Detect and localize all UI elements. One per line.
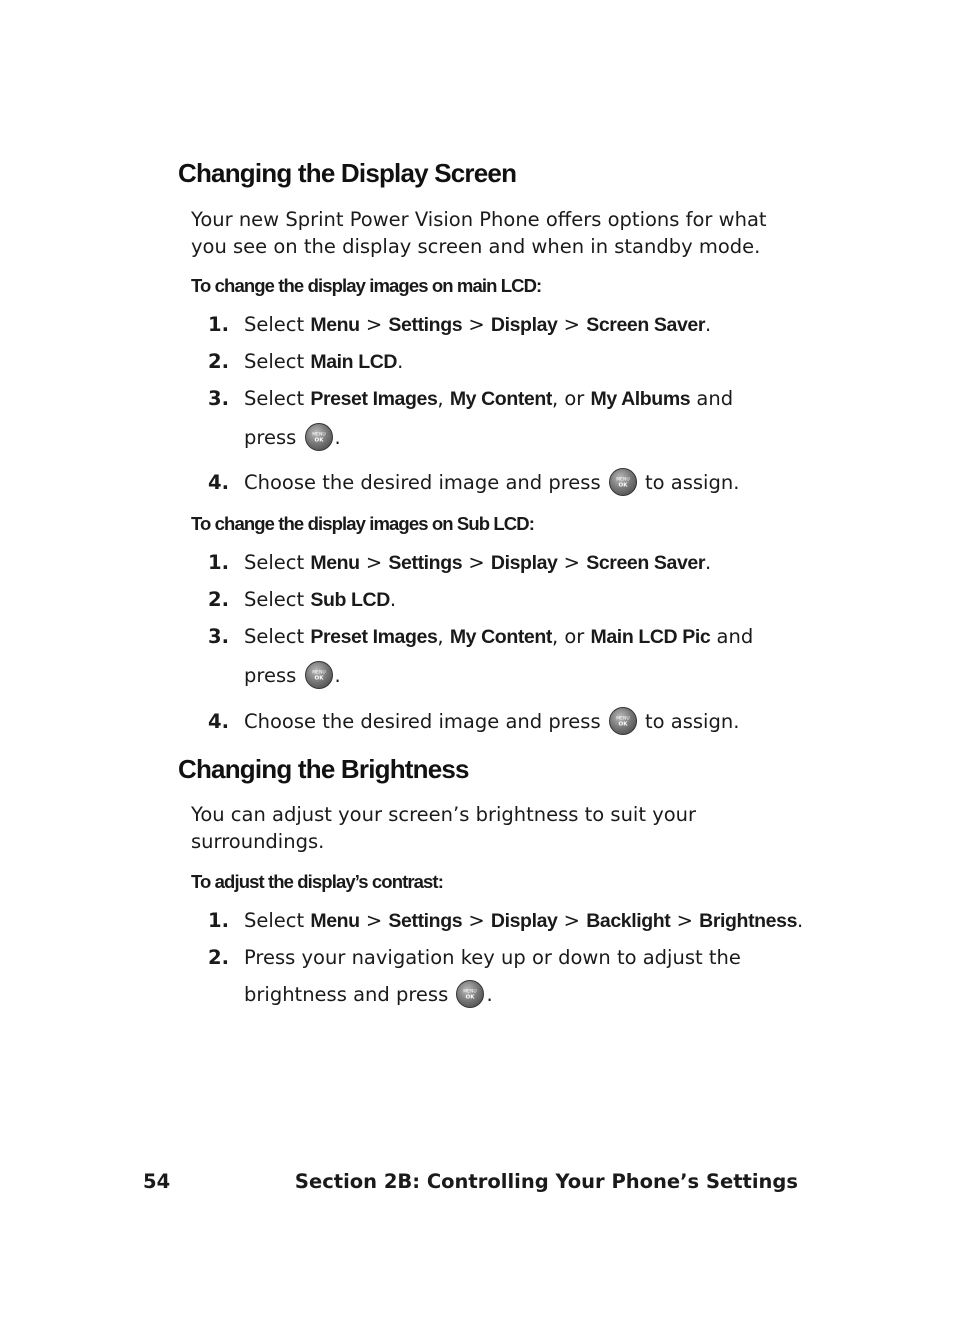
menu-path-item: My Albums bbox=[590, 388, 691, 410]
svg-text:OK: OK bbox=[465, 994, 475, 1000]
menu-ok-key-icon bbox=[456, 980, 484, 1008]
svg-text:MENU: MENU bbox=[616, 716, 630, 721]
section-title-display-screen: Changing the Display Screen bbox=[178, 158, 517, 188]
menu-path-item: Main LCD Pic bbox=[590, 626, 711, 648]
menu-path-item: Screen Saver bbox=[586, 552, 706, 574]
svg-text:MENU: MENU bbox=[311, 670, 326, 675]
menu-path-item: Backlight bbox=[586, 910, 671, 932]
menu-path-item: Preset Images bbox=[310, 388, 438, 410]
menu-path-item: Main LCD bbox=[310, 351, 398, 373]
menu-path-item: Preset Images bbox=[310, 626, 438, 648]
svg-text:OK: OK bbox=[314, 437, 323, 443]
manual-page: Changing the Display Screen Your new Sprint Power Vision Phone offers options for what you see on the display screen and when in standby mode. To change the display images on main LCD: 1. Select Menu > Settings > Display > Screen Saver. 2. Select Main LCD. 3. Select Preset Images, My Content, or My Albums and press MENU OK . 4. Choose the desired image and press MENU OK to assign. To change the display images on Sub LCD: 1. Select Menu > Settings > Display > Screen Saver. 2. Select Sub LCD. 3. Select Preset Images, My Content, or Main LCD Pic and press MENU OK . 4. Choose the desired image and press MENU OK to assign. Changing the Brightness You can adjust your screen’s brightness to suit your surroundings. To adjust the display’s contrast: 1. Select Menu > Settings > Display > Backlight > Brightness. 2. Press your navigation key up or down to adjust the brightness and press MENU OK . 54 Section 2B: Controlling Your Phone’s Settings bbox=[143, 158, 804, 1193]
svg-text:OK: OK bbox=[618, 721, 628, 727]
section-intro-display-screen: Your new Sprint Power Vision Phone offers options for what you see on the display screen and when in standby mode. bbox=[191, 208, 767, 258]
menu-ok-key-icon bbox=[305, 423, 333, 451]
menu-ok-key-icon bbox=[609, 707, 637, 735]
menu-path-item: Menu bbox=[310, 910, 360, 932]
menu-path-item: Settings bbox=[388, 314, 463, 336]
menu-path-item: Menu bbox=[310, 314, 360, 336]
menu-path-item: My Content bbox=[449, 388, 552, 410]
menu-path-item: Brightness bbox=[699, 910, 798, 932]
footer-section-title: Section 2B: Controlling Your Phone’s Settings bbox=[294, 1170, 798, 1193]
subheading-main-lcd: To change the display images on main LCD: bbox=[191, 275, 542, 296]
menu-path-item: Display bbox=[490, 910, 558, 932]
menu-ok-key-icon bbox=[305, 661, 333, 689]
menu-path-item: Settings bbox=[388, 552, 463, 574]
svg-text:MENU: MENU bbox=[311, 432, 326, 437]
subheading-contrast: To adjust the display’s contrast: bbox=[191, 871, 443, 892]
svg-text:OK: OK bbox=[618, 482, 628, 488]
menu-path-item: Display bbox=[490, 314, 558, 336]
menu-path-item: My Content bbox=[449, 626, 552, 648]
page-number: 54 bbox=[143, 1170, 171, 1193]
menu-path-item: Menu bbox=[310, 552, 360, 574]
menu-path-item: Display bbox=[490, 552, 558, 574]
menu-ok-key-icon bbox=[609, 468, 637, 496]
section-intro-brightness: You can adjust your screen’s brightness to suit your surroundings. bbox=[191, 803, 697, 853]
svg-text:MENU: MENU bbox=[616, 477, 630, 482]
subheading-sub-lcd: To change the display images on Sub LCD: bbox=[191, 513, 534, 534]
menu-path-item: Sub LCD bbox=[310, 589, 390, 611]
menu-path-item: Screen Saver bbox=[586, 314, 706, 336]
svg-text:MENU: MENU bbox=[463, 989, 478, 994]
svg-text:OK: OK bbox=[314, 675, 323, 681]
menu-path-item: Settings bbox=[388, 910, 463, 932]
section-title-brightness: Changing the Brightness bbox=[178, 754, 469, 784]
